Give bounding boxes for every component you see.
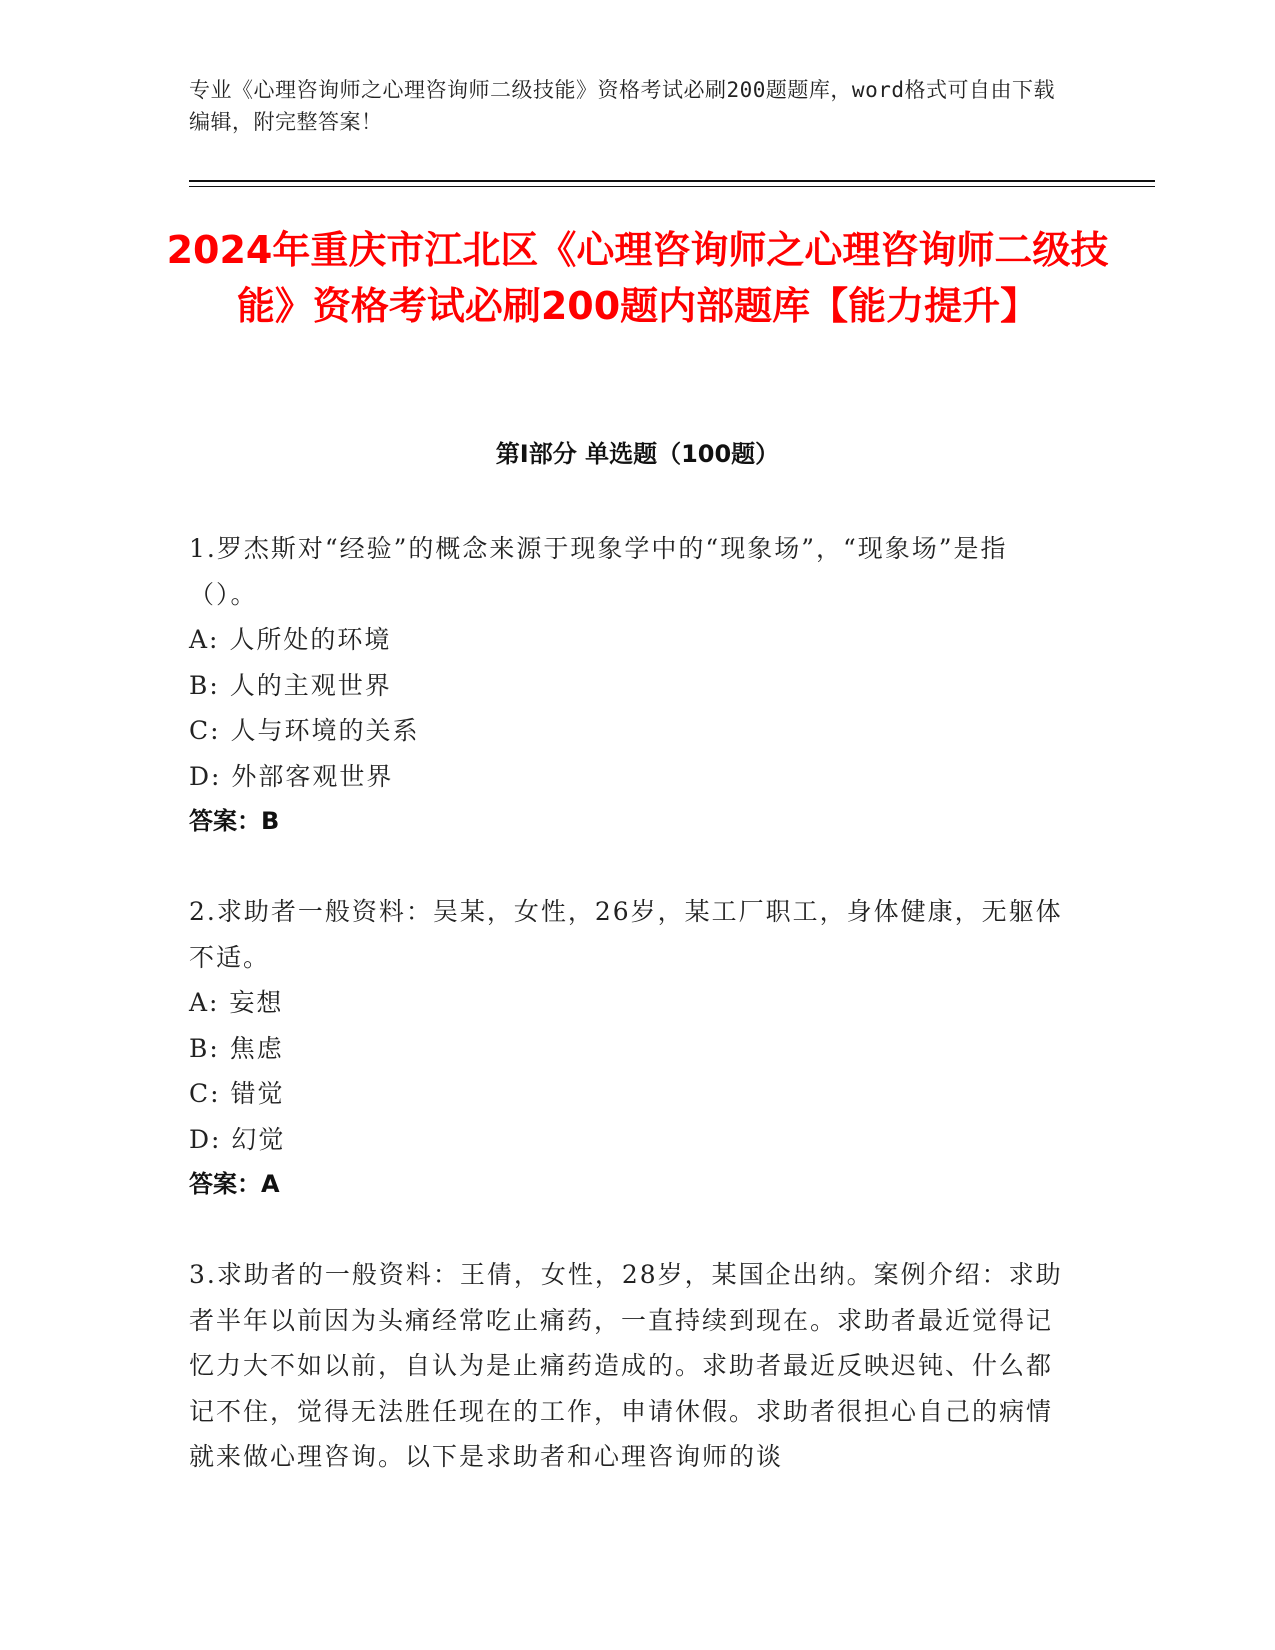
- option-a: A: 人所处的环境: [189, 625, 392, 654]
- option-c: C: 人与环境的关系: [189, 716, 420, 745]
- question-3: [189, 1252, 1069, 1480]
- question-stem: 3.求助者的一般资料：王倩，女性，28岁，某国企出纳。案例介绍：求助者半年以前因为头痛经常吃止痛药，一直持续到现在。求助者最近觉得记忆力大不如以前，自认为是止痛药造成的。求助者最近反映迟钝、什么都记不住，觉得无法胜任现在的工作，申请休假。求助者很担心自己的病情就来做心理咨询。以下是求助者和心理咨询师的谈: [189, 1260, 1063, 1471]
- question-1: [189, 526, 1069, 845]
- question-2: [189, 889, 1069, 1208]
- option-b: B: 人的主观世界: [189, 670, 392, 700]
- header-rule-thick: [189, 180, 1155, 182]
- header-rule-thin: [189, 186, 1155, 187]
- question-stem: 2.求助者一般资料：吴某，女性，26岁，某工厂职工，身体健康，无躯体不适。: [189, 897, 1063, 972]
- document-title: 2024年重庆市江北区《心理咨询师之心理咨询师二级技能》资格考试必刷200题内部题库【能力提升】: [166, 228, 1109, 328]
- answer: 答案：A: [189, 1170, 280, 1198]
- option-d: D: 外部客观世界: [189, 761, 394, 791]
- option-b: B: 焦虑: [189, 1033, 284, 1063]
- answer: 答案：B: [189, 807, 280, 835]
- question-stem: 1.罗杰斯对“经验”的概念来源于现象学中的“现象场”，“现象场”是指（）。: [189, 534, 1008, 609]
- option-d: D: 幻觉: [189, 1124, 286, 1154]
- section-title: 第I部分 单选题（100题）: [495, 440, 780, 468]
- header-note: 专业《心理咨询师之心理咨询师二级技能》资格考试必刷200题题库，word格式可自由下载编辑，附完整答案！: [189, 78, 1055, 134]
- option-c: C: 错觉: [189, 1079, 285, 1108]
- option-a: A: 妄想: [189, 988, 284, 1017]
